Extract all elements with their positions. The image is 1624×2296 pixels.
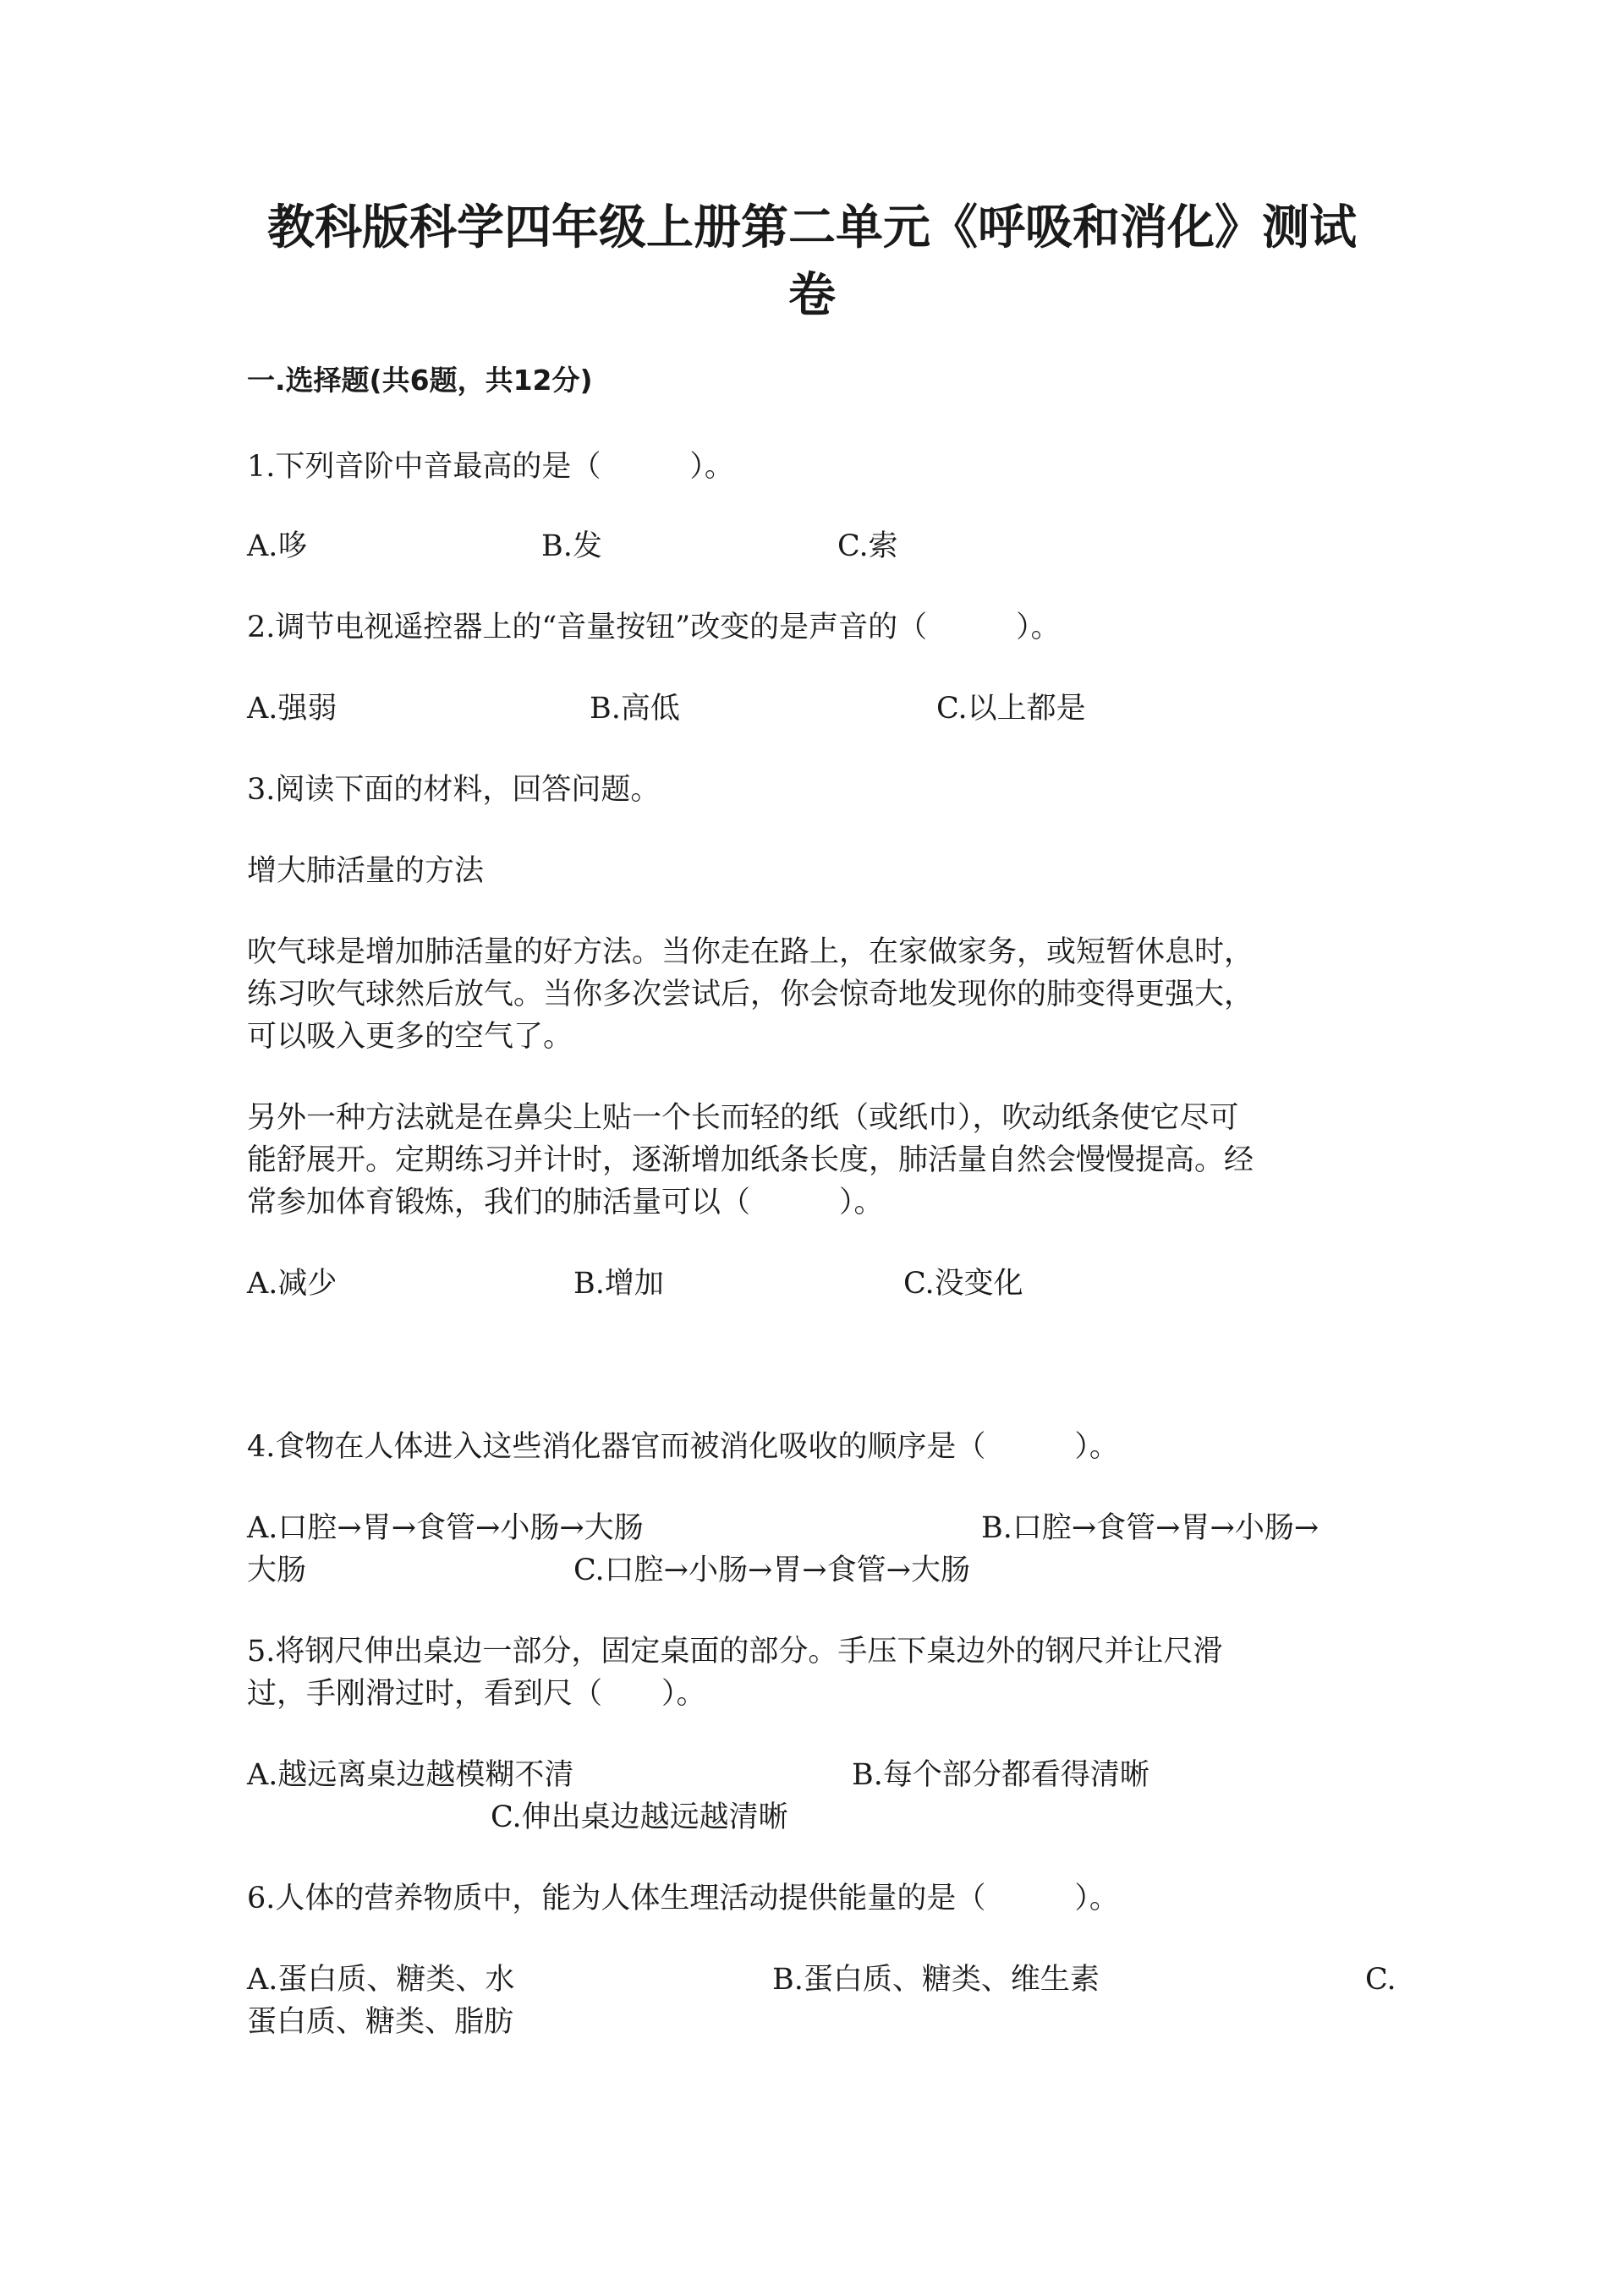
question-2-stem: 2.调节电视遥控器上的“音量按钮”改变的是声音的（ ）。 — [247, 611, 1061, 644]
question-3-stem: 3.阅读下面的材料，回答问题。 — [247, 773, 661, 807]
section-heading: 一.选择题(共6题，共12分) — [247, 364, 593, 397]
question-1-option-c: C.索 — [837, 529, 898, 563]
question-5-option-b: B.每个部分都看得清晰 — [852, 1758, 1149, 1792]
question-1-stem: 1.下列音阶中音最高的是（ ）。 — [247, 450, 734, 484]
question-6-stem: 6.人体的营养物质中，能为人体生理活动提供能量的是（ ）。 — [247, 1882, 1119, 1915]
question-4-option-b: B.口腔→食管→胃→小肠→ — [981, 1511, 1320, 1545]
question-5-stem-line-2: 过，手刚滑过时，看到尺（ ）。 — [247, 1677, 706, 1711]
question-4-stem: 4.食物在人体进入这些消化器官而被消化吸收的顺序是（ ）。 — [247, 1430, 1119, 1464]
question-5-option-a: A.越远离桌边越模糊不清 — [247, 1758, 574, 1792]
passage-paragraph-2-line-2: 能舒展开。定期练习并计时，逐渐增加纸条长度，肺活量自然会慢慢提高。经 — [247, 1143, 1254, 1177]
question-2-option-a: A.强弱 — [247, 692, 337, 726]
question-6-option-c: 蛋白质、糖类、脂肪 — [247, 2005, 514, 2039]
passage-paragraph-1-line-2: 练习吹气球然后放气。当你多次尝试后，你会惊奇地发现你的肺变得更强大， — [247, 978, 1254, 1011]
question-6-option-c-label: C. — [1365, 1963, 1396, 1997]
question-5-stem-line-1: 5.将钢尺伸出桌边一部分，固定桌面的部分。手压下桌边外的钢尺并让尺滑 — [247, 1635, 1223, 1669]
question-4-option-a: A.口腔→胃→食管→小肠→大肠 — [247, 1511, 644, 1545]
passage-paragraph-1-line-3: 可以吸入更多的空气了。 — [247, 1020, 573, 1054]
passage-paragraph-1-line-1: 吹气球是增加肺活量的好方法。当你走在路上，在家做家务，或短暂休息时， — [247, 935, 1254, 969]
question-3-option-a: A.减少 — [247, 1267, 337, 1301]
passage-paragraph-2-line-3: 常参加体育锻炼，我们的肺活量可以（ ）。 — [247, 1186, 884, 1219]
question-2-option-c: C.以上都是 — [936, 692, 1086, 726]
exam-title: 教科版科学四年级上册第二单元《呼吸和消化》测试卷 — [267, 200, 1357, 323]
passage-title: 增大肺活量的方法 — [247, 854, 485, 888]
question-5-option-c: C.伸出桌边越远越清晰 — [491, 1800, 788, 1834]
question-6-option-b: B.蛋白质、糖类、维生素 — [772, 1963, 1100, 1997]
question-1-option-a: A.哆 — [247, 529, 308, 563]
question-6-option-a: A.蛋白质、糖类、水 — [247, 1963, 515, 1997]
passage-paragraph-2-line-1: 另外一种方法就是在鼻尖上贴一个长而轻的纸（或纸巾），吹动纸条使它尽可 — [247, 1101, 1239, 1135]
question-3-option-c: C.没变化 — [903, 1267, 1023, 1301]
question-3-option-b: B.增加 — [573, 1267, 664, 1301]
question-2-option-b: B.高低 — [590, 692, 680, 726]
question-1-option-b: B.发 — [541, 529, 602, 563]
question-4-option-b-continued: 大肠 — [247, 1553, 307, 1587]
question-4-option-c: C.口腔→小肠→胃→食管→大肠 — [573, 1553, 970, 1587]
